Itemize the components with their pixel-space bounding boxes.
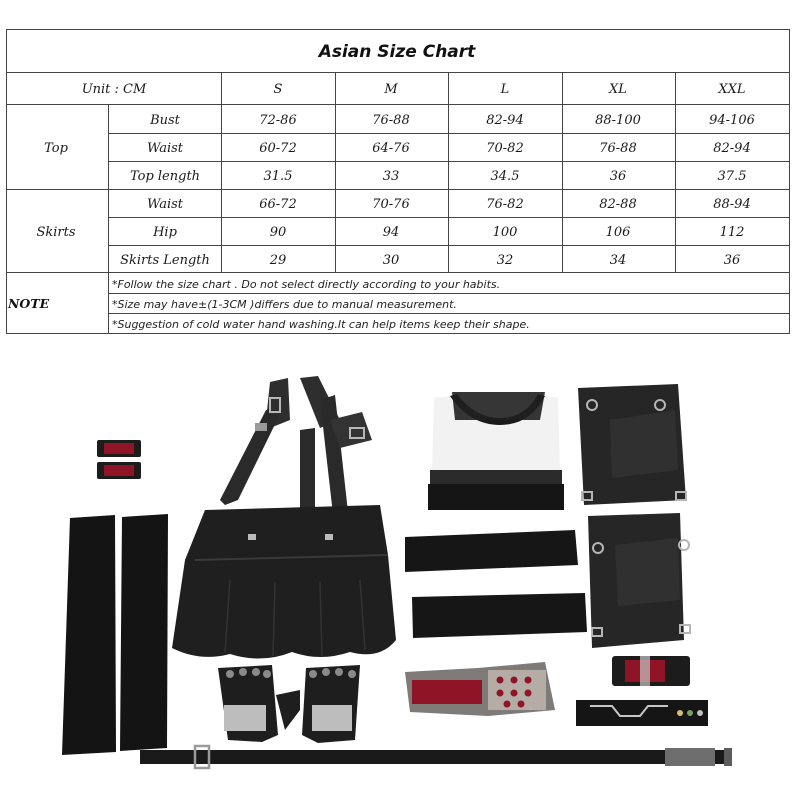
chart-title: Asian Size Chart [318,42,476,62]
table-cell: 31.5 [263,169,293,184]
table-cell: 82-88 [599,197,637,212]
table-cell: 82-94 [713,141,751,156]
table-cell: 76-88 [599,141,637,156]
table-cell: 34.5 [490,169,520,184]
table-cell: 34 [609,253,627,268]
table-cell: 37.5 [717,169,747,184]
table-cell: 90 [269,225,287,240]
arm-warmers [405,530,587,638]
table-cell: 94 [382,225,400,240]
table-cell: 100 [492,225,518,240]
belt [140,746,732,768]
size-header: XXL [718,82,746,97]
table-cell: 66-72 [259,197,297,212]
table-cell: 76-88 [372,113,410,128]
size-header: S [273,82,283,97]
gauntlet [405,662,555,716]
row-label: Waist [146,197,184,212]
belt-buckle [576,700,708,726]
table-cell: 64-76 [372,141,410,156]
row-label: Skirts Length [120,253,210,268]
size-header: M [384,82,398,97]
table-cell: 29 [269,253,287,268]
group-label-top: Top [44,141,68,156]
table-cell: 32 [496,253,514,268]
note-line: *Suggestion of cold water hand washing.It can help items keep their shape. [112,318,530,331]
table-rows [120,113,755,268]
table-cell: 60-72 [259,141,297,156]
row-label: Top length [129,169,201,184]
size-header: L [500,82,510,97]
pleated-skirt [172,505,396,659]
table-cell: 30 [382,253,400,268]
size-header: XL [609,82,627,97]
table-cell: 70-76 [372,197,410,212]
table-cell: 82-94 [486,113,524,128]
table-cell: 33 [382,169,400,184]
table-cell: 72-86 [259,113,297,128]
table-cell: 94-106 [709,113,755,128]
table-cell: 76-82 [486,197,524,212]
group-label-skirts: Skirts [36,225,76,240]
row-label: Waist [146,141,184,156]
table-cell: 36 [609,169,627,184]
costume-items-photo [62,376,732,768]
thigh-holsters [578,384,690,648]
note-line: *Follow the size chart . Do not select directly according to your habits. [112,278,501,291]
wristband-pair [97,440,141,479]
unit-label: Unit : CM [81,82,147,97]
row-label: Bust [150,113,180,128]
table-cell: 88-100 [595,113,641,128]
row-label: Hip [153,225,177,240]
table-cell: 88-94 [713,197,751,212]
arm-sleeves [62,514,168,755]
fingerless-gloves [218,665,360,743]
note-line: *Size may have±(1-3CM )differs due to manual measurement. [112,298,457,311]
table-cell: 70-82 [486,141,524,156]
crop-top [428,392,564,510]
table-cell: 36 [723,253,741,268]
table-cell: 106 [605,225,631,240]
table-cell: 112 [719,225,745,240]
note-label: NOTE [8,296,50,311]
wrist-cuff [612,656,690,686]
